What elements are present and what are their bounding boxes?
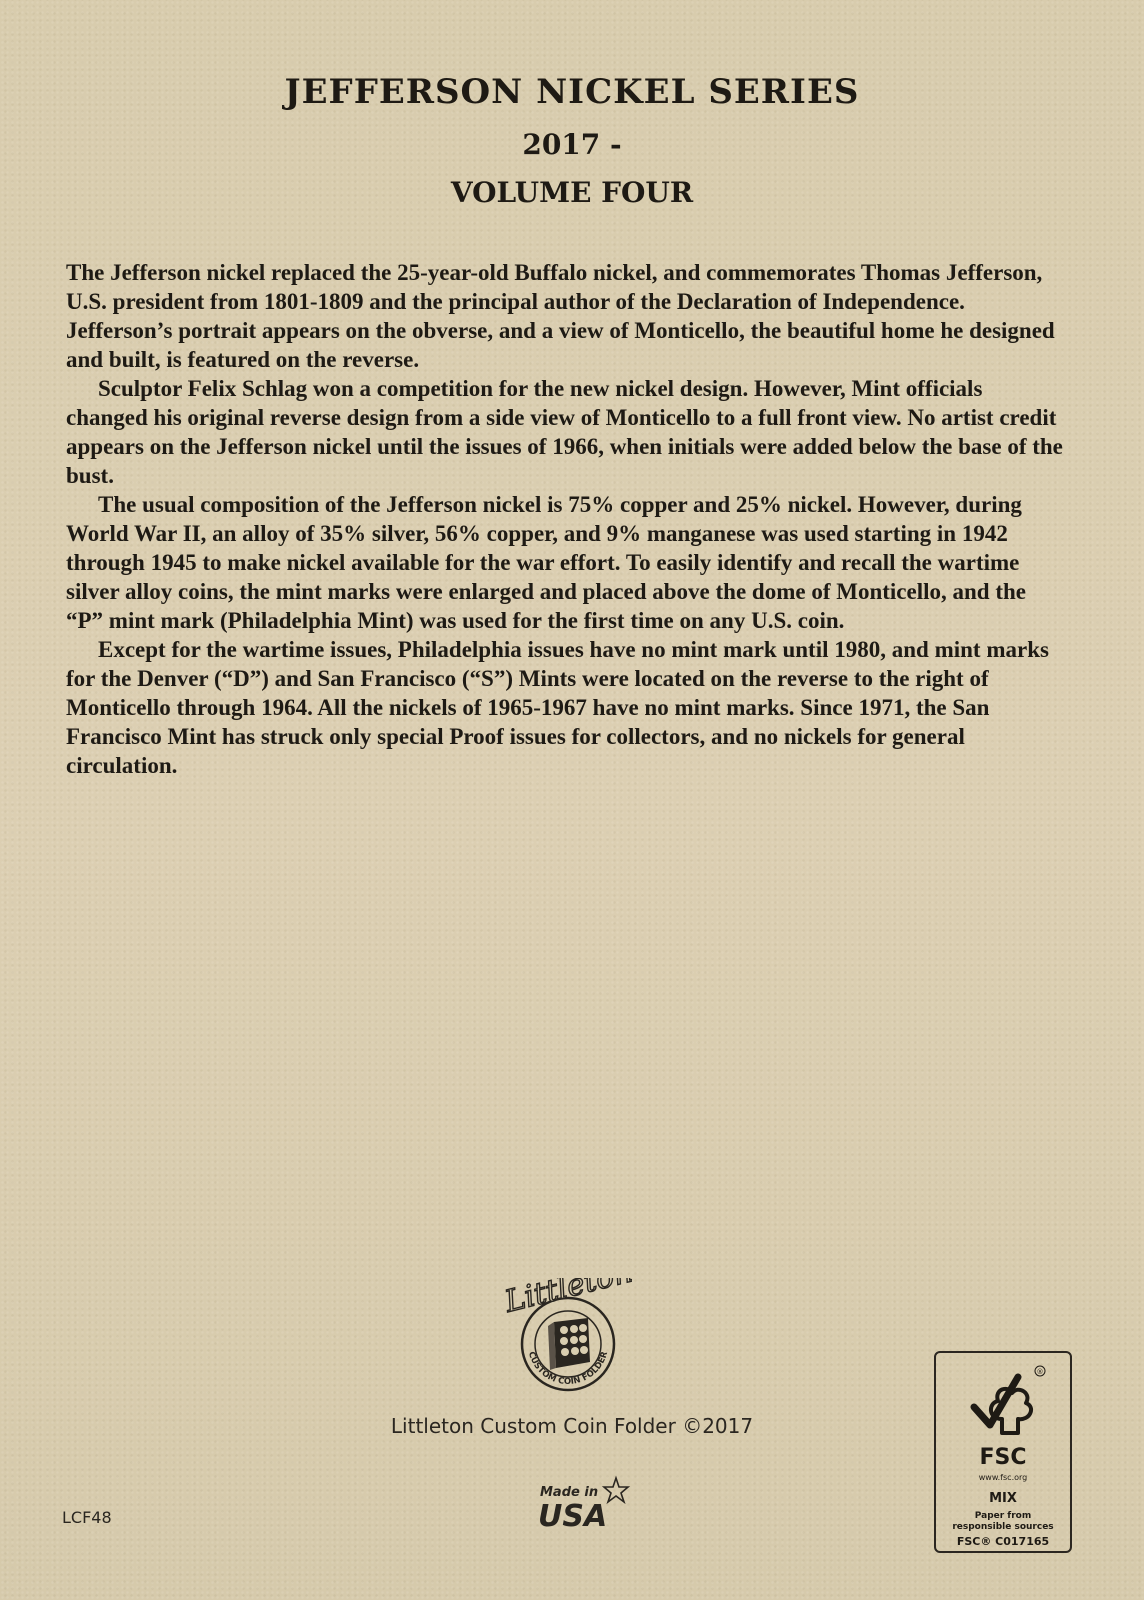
fsc-tree-checkmark-icon <box>960 1363 1050 1443</box>
made-in-usa-graphic <box>536 1474 632 1534</box>
fsc-mix-label: MIX <box>989 1491 1017 1506</box>
description-text <box>66 258 1066 780</box>
star-icon <box>604 1478 628 1502</box>
usa-text: USA <box>538 1499 608 1534</box>
product-code: LCF48 <box>62 1508 112 1527</box>
fsc-license-code: FSC® C017165 <box>956 1535 1050 1548</box>
paragraph-design: Sculptor Felix Schlag won a competition for the new nickel design. However, Mint officials changed his original reverse design from a side view of Monticello to a full front view. No artist credit appears on the Jefferson nickel until the issues of 1966, when initials were added below the base of the bust. <box>66 376 1063 488</box>
littleton-logo-graphic <box>502 1278 632 1393</box>
fsc-registered-mark: ® <box>1036 1368 1044 1376</box>
folder-copyright: Littleton Custom Coin Folder ©2017 <box>390 1414 754 1438</box>
littleton-logo-icon <box>502 1278 632 1393</box>
fsc-desc-line2: responsible sources <box>952 1522 1054 1532</box>
fsc-desc-line1: Paper from <box>974 1511 1032 1521</box>
fsc-description <box>936 1511 1070 1533</box>
logo-ring-text: CUSTOM COIN FOLDER <box>525 1350 611 1388</box>
paragraph-intro: The Jefferson nickel replaced the 25-year-old Buffalo nickel, and commemorates Thomas Jefferson, U.S. president from 1801-1809 and the principal author of the Declaration of Independence. Jefferson’s portrait appears on the obverse, and a view of Monticello, the beautiful home he designed and built, is featured on the reverse. <box>66 260 1055 372</box>
fsc-url: www.fsc.org <box>978 1473 1028 1482</box>
made-in-usa-icon <box>536 1474 632 1534</box>
made-in-text: Made in <box>540 1485 599 1500</box>
paragraph-composition: The usual composition of the Jefferson nickel is 75% copper and 25% nickel. However, during World War II, an alloy of 35% silver, 56% copper, and 9% manganese was used starting in 1942 through 1945 to make nickel available for the war effort. To easily identify and recall the wartime silver alloy coins, the mint marks were enlarged and placed above the dome of Monticello, and the “P” mint mark (Philadelphia Mint) was used for the first time on any U.S. coin. <box>66 492 1026 633</box>
fsc-name: FSC <box>979 1445 1027 1470</box>
paragraph-mint-marks: Except for the wartime issues, Philadelphia issues have no mint mark until 1980, and mint marks for the Denver (“D”) and San Francisco (“S”) Mints were located on the reverse to the right of Monticello through 1964. All the nickels of 1965-1967 have no mint marks. Since 1971, the San Francisco Mint has struck only special Proof issues for collectors, and no nickels for general circulation. <box>66 637 1049 778</box>
coin-folder-icon <box>548 1318 590 1370</box>
page-title: JEFFERSON NICKEL SERIES <box>284 72 860 112</box>
fsc-certification-badge <box>934 1351 1072 1553</box>
series-years: 2017 - <box>522 128 622 161</box>
logo-brand-text: Littleton <box>502 1278 632 1320</box>
volume-label: VOLUME FOUR <box>450 176 694 209</box>
